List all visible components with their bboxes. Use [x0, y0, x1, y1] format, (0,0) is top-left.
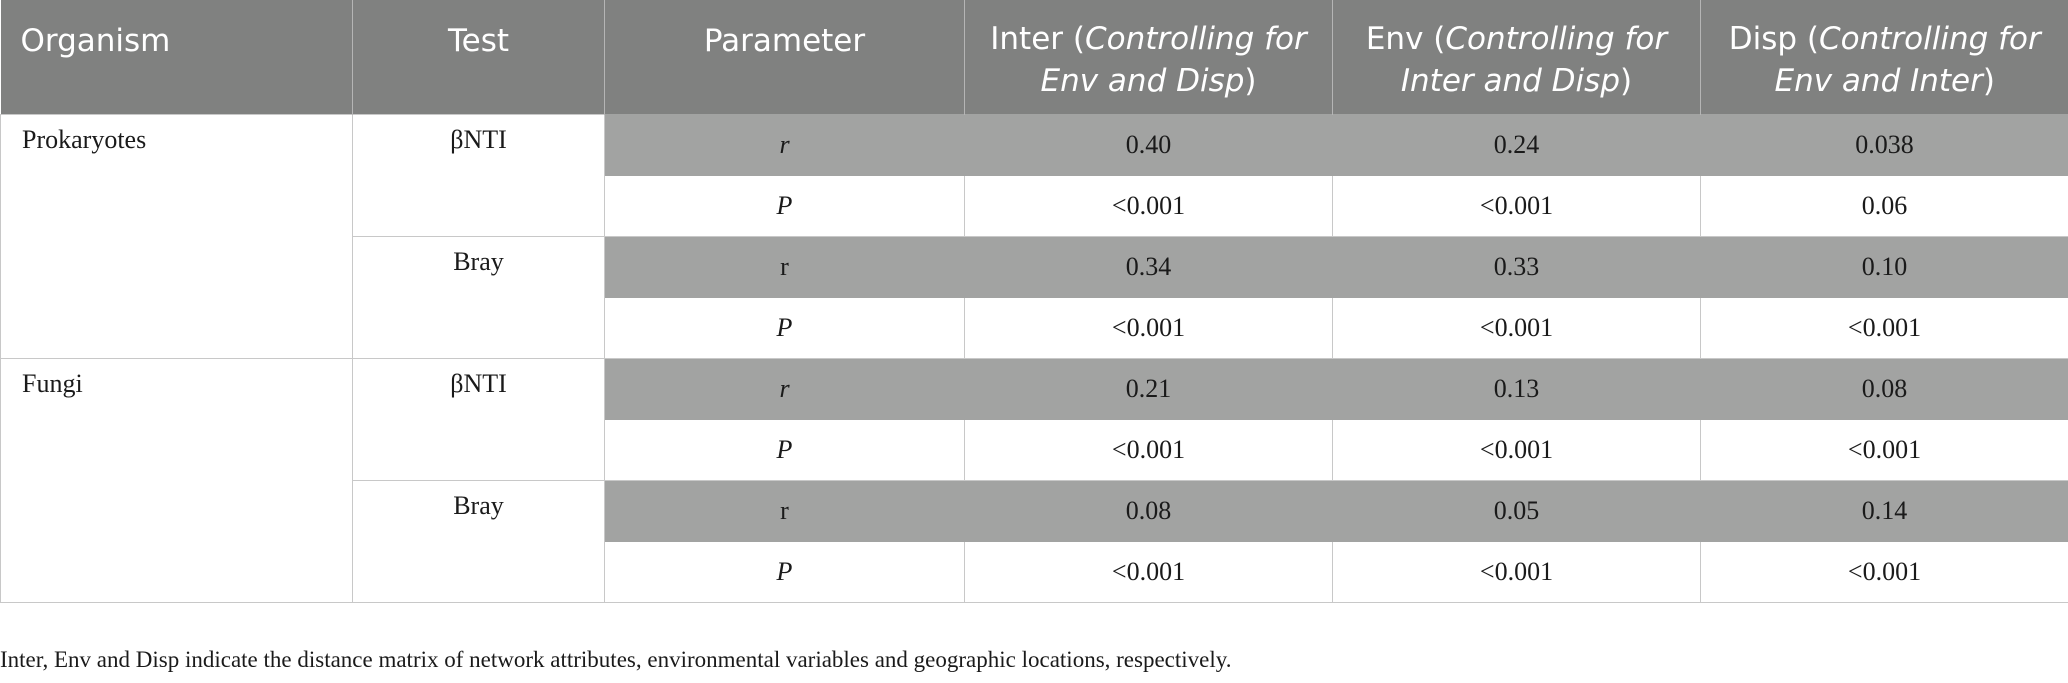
- header-inter-italic: Controlling for Env and Disp: [1040, 21, 1307, 99]
- organism-cell: Fungi: [1, 358, 353, 602]
- header-disp: [1701, 0, 2068, 114]
- parameter-cell: P: [605, 419, 965, 480]
- env-value-cell: 0.13: [1333, 358, 1701, 419]
- inter-value-cell: <0.001: [965, 175, 1333, 236]
- table-row: [1, 358, 2068, 419]
- header-env-italic: Controlling for Inter and Disp: [1400, 21, 1668, 99]
- parameter-cell: P: [605, 541, 965, 602]
- parameter-cell: P: [605, 297, 965, 358]
- header-organism: Organism: [1, 0, 353, 114]
- parameter-cell: r: [605, 114, 965, 175]
- disp-value-cell: 0.038: [1701, 114, 2068, 175]
- env-value-cell: <0.001: [1333, 419, 1701, 480]
- disp-value-cell: <0.001: [1701, 297, 2068, 358]
- parameter-cell: r: [605, 236, 965, 297]
- header-parameter: Parameter: [605, 0, 965, 114]
- env-value-cell: 0.33: [1333, 236, 1701, 297]
- test-cell: Bray: [353, 236, 605, 358]
- parameter-cell: P: [605, 175, 965, 236]
- env-value-cell: 0.05: [1333, 480, 1701, 541]
- header-disp-close: ): [1982, 63, 1995, 99]
- env-value-cell: 0.24: [1333, 114, 1701, 175]
- disp-value-cell: 0.08: [1701, 358, 2068, 419]
- table-header-row: [1, 0, 2068, 114]
- disp-value-cell: 0.14: [1701, 480, 2068, 541]
- header-env: [1333, 0, 1701, 114]
- test-cell: Bray: [353, 480, 605, 602]
- header-inter-close: ): [1244, 63, 1257, 99]
- header-inter-main: Inter (: [990, 21, 1085, 57]
- inter-value-cell: 0.40: [965, 114, 1333, 175]
- header-disp-italic: Controlling for Env and Inter: [1774, 21, 2041, 99]
- header-test: Test: [353, 0, 605, 114]
- env-value-cell: <0.001: [1333, 541, 1701, 602]
- disp-value-cell: 0.06: [1701, 175, 2068, 236]
- header-env-main: Env (: [1365, 21, 1446, 57]
- test-cell: βNTI: [353, 358, 605, 480]
- table-body: [1, 114, 2068, 602]
- inter-value-cell: <0.001: [965, 541, 1333, 602]
- header-inter: [965, 0, 1333, 114]
- test-cell: βNTI: [353, 114, 605, 236]
- table-row: [1, 114, 2068, 175]
- header-disp-main: Disp (: [1728, 21, 1819, 57]
- parameter-cell: r: [605, 358, 965, 419]
- header-env-close: ): [1620, 63, 1633, 99]
- env-value-cell: <0.001: [1333, 297, 1701, 358]
- disp-value-cell: <0.001: [1701, 419, 2068, 480]
- table-footnote: Inter, Env and Disp indicate the distance matrix of network attributes, environmental variables and geographic locations, respectively.: [0, 647, 1232, 672]
- organism-cell: Prokaryotes: [1, 114, 353, 358]
- parameter-cell: r: [605, 480, 965, 541]
- disp-value-cell: <0.001: [1701, 541, 2068, 602]
- inter-value-cell: <0.001: [965, 297, 1333, 358]
- inter-value-cell: 0.08: [965, 480, 1333, 541]
- env-value-cell: <0.001: [1333, 175, 1701, 236]
- inter-value-cell: 0.34: [965, 236, 1333, 297]
- disp-value-cell: 0.10: [1701, 236, 2068, 297]
- inter-value-cell: <0.001: [965, 419, 1333, 480]
- inter-value-cell: 0.21: [965, 358, 1333, 419]
